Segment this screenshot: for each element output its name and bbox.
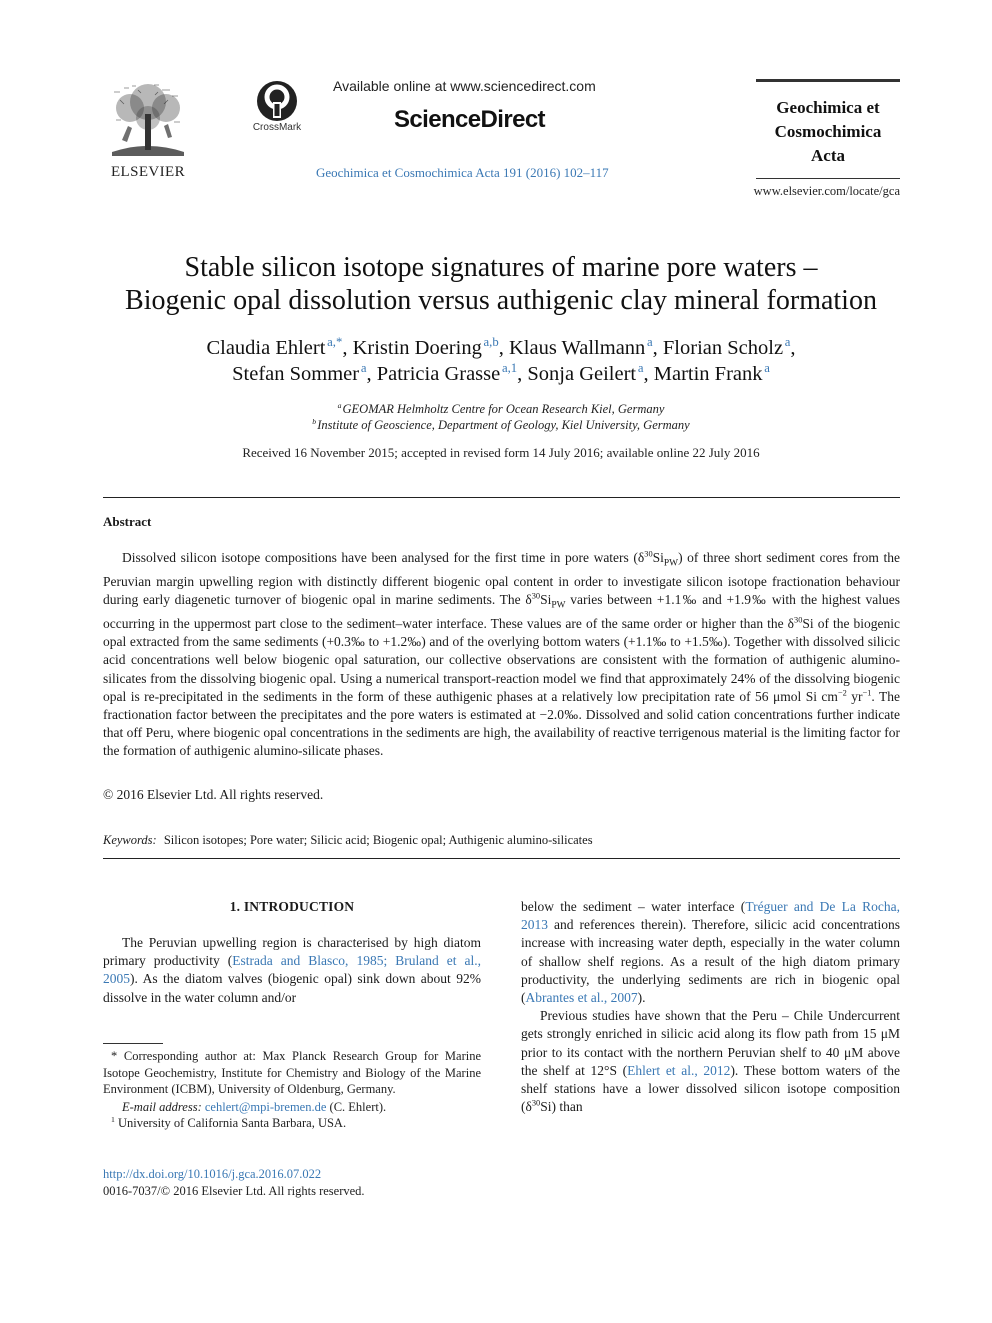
affiliation-mark: b (312, 416, 317, 426)
author-affiliation-mark[interactable]: a (647, 335, 653, 350)
author-affiliation-mark[interactable]: a,* (327, 335, 343, 350)
author-separator: , (652, 337, 663, 359)
issn-copyright: 0016-7037/© 2016 Elsevier Ltd. All rights reserved. (103, 1184, 365, 1198)
elsevier-logo (102, 80, 194, 184)
journal-title-line: Cosmochimica (774, 122, 882, 141)
crossmark-label: CrossMark (252, 122, 302, 133)
citation-link[interactable]: Tréguer and De La Rocha, 2013 (521, 899, 900, 933)
author-affiliation-mark[interactable]: a (637, 361, 644, 376)
author-name[interactable]: Kristin Doering (352, 337, 482, 359)
keywords-label: Keywords: (103, 833, 157, 847)
author-separator: , (643, 363, 654, 385)
section-heading: 1. INTRODUCTION (229, 899, 355, 914)
paragraph: Previous studies have shown that the Peru – Chile Undercurrent gets strongly enriched in silicic acid along its flow path from 15 μM prior to its contact with the northern Peruvian shelf to 40 μM above the shelf at 12°S (Ehlert et al., 2012). These bottom waters of the shelf stations have a lower dissolved silicon isotope composition $(\delta^{30}Si)$ than (521, 1008, 900, 1115)
author-affiliation-mark[interactable]: a,b (483, 335, 499, 350)
author-list (60, 335, 942, 387)
affiliation-text: GEOMAR Helmholtz Centre for Ocean Research Kiel, Germany (342, 402, 665, 416)
author-separator: , (517, 363, 528, 385)
journal-title-line: Geochimica et (776, 98, 880, 117)
crossmark-badge[interactable] (250, 80, 304, 140)
author-name[interactable]: Klaus Wallmann (508, 337, 646, 359)
author-name[interactable]: Stefan Sommer (232, 363, 360, 385)
author-name[interactable]: Patricia Grasse (376, 363, 501, 385)
elsevier-tree-icon (102, 80, 194, 160)
divider (103, 858, 900, 859)
affiliation-mark: a (337, 400, 342, 410)
author-name[interactable]: Martin Frank (653, 363, 763, 385)
abstract-text: Dissolved silicon isotope compositions have been analysed for the first time in pore waters $(\delta^{30}Si_{PW})$ of three short sediment cores from the Peruvian margin upwelling region with distinctly different biogenic opal content in order to investigate silicon isotope fractionation behaviour during early diagenetic turnover of biogenic opal in marine sediments. The $\delta^{30}Si_{PW}$ varies between +1.1‰ and +1.9‰ with the highest values occurring in the uppermost part close to the sediment–water interface. These values are of the same order or higher than the $\delta^{30}Si$ of the biogenic opal extracted from the same sediments (+0.3‰ to +1.2‰) and of the overlying bottom waters (+1.1‰ to +1.5‰). Together with dissolved silicic acid concentrations well below biogenic opal saturation, our collective observations are consistent with the formation of authigenic alumino-silicates from the dissolving biogenic opal. Using a numerical transport-reaction model we find that approximately 24% of the dissolving biogenic opal is re-precipitated in the sediments in the form of these authigenic phases at a relatively low precipitation rate of 56 μmol Si $cm^{-2}$ $yr^{-1}$. The fractionation factor between the precipitates and the pore waters is estimated at −2.0‰. Dissolved and solid cation concentrations further indicate that off Peru, where biogenic opal concentrations in the sediments are high, the availability of reactive terrigenous material is the limiting factor for the formation of authigenic alumino-silicate phases. (103, 549, 901, 759)
footnotes (103, 1048, 481, 1132)
divider (103, 497, 900, 498)
crossmark-icon (250, 80, 304, 122)
journal-url[interactable]: www.elsevier.com/locate/gca (753, 184, 900, 198)
email-link[interactable]: cehlert@mpi-bremen.de (204, 1099, 327, 1114)
affiliation-text: Institute of Geoscience, Department of Geology, Kiel University, Germany (317, 418, 690, 432)
affiliation-b (60, 418, 942, 433)
right-column (521, 898, 900, 1116)
paragraph: below the sediment – water interface (Tréguer and De La Rocha, 2013 and references therein). Therefore, silicic acid concentrations increase with increasing water depth, especially in the water column of shallow shelf regions. As a result of the high diatom primary productivity, the underlying sediments are rich in biogenic opal (Abrantes et al., 2007). (521, 899, 900, 1006)
citation-link[interactable]: Abrantes et al., 2007 (525, 990, 638, 1006)
author-separator: , (366, 363, 377, 385)
author-separator: , (498, 337, 509, 359)
sciencedirect-logo[interactable]: ScienceDirect (394, 106, 545, 133)
paragraph: The Peruvian upwelling region is characterised by high diatom primary productivity (Estrada and Blasco, 1985; Bruland et al., 2005). As the diatom valves (biogenic opal) sink down about 92% dissolve in the water column and/or (103, 935, 481, 1005)
footnote-1: $^1$ University of California Santa Barbara, USA. (111, 1115, 347, 1131)
citation-link[interactable]: Estrada and Blasco, 1985; Bruland et al., 2005 (103, 953, 481, 987)
abstract-heading: Abstract (103, 514, 152, 529)
footnote-corresponding: * Corresponding author at: Max Planck Research Group for Marine Isotope Geochemistry, Institute for Chemistry and Biology of the Marine Environment (ICBM), University of Oldenburg, Germany. (103, 1049, 482, 1097)
available-online-text: Available online at www.sciencedirect.com (333, 78, 596, 94)
publisher-name: ELSEVIER (110, 164, 186, 180)
received-dates: Received 16 November 2015; accepted in revised form 14 July 2016; available online 22 July 2016 (242, 445, 760, 460)
author-name[interactable]: Sonja Geilert (527, 363, 637, 385)
title-line: Stable silicon isotope signatures of marine pore waters – (184, 252, 818, 283)
keywords (103, 833, 593, 848)
left-column (103, 934, 481, 1007)
author-separator: , (342, 337, 353, 359)
author-affiliation-mark[interactable]: a,1 (501, 361, 518, 376)
affiliation-a (60, 402, 942, 417)
abstract-copyright: © 2016 Elsevier Ltd. All rights reserved. (103, 787, 324, 802)
footnote-divider (103, 1043, 163, 1044)
journal-citation-link[interactable]: Geochimica et Cosmochimica Acta 191 (2016) 102–117 (316, 165, 609, 180)
doi-link[interactable]: http://dx.doi.org/10.1016/j.gca.2016.07.022 (103, 1167, 322, 1181)
article-title (60, 251, 942, 317)
author-affiliation-mark[interactable]: a (360, 361, 367, 376)
author-affiliation-mark[interactable]: a (784, 335, 791, 350)
author-separator: , (790, 337, 796, 359)
footnote-email: E-mail address: cehlert@mpi-bremen.de (C. Ehlert). (122, 1099, 387, 1114)
author-name[interactable]: Florian Scholz (662, 337, 784, 359)
citation-link[interactable]: Ehlert et al., 2012 (627, 1062, 731, 1078)
journal-title-box (756, 79, 900, 179)
author-line (60, 361, 942, 387)
journal-title-line: Acta (811, 146, 845, 165)
keywords-text: Silicon isotopes; Pore water; Silicic acid; Biogenic opal; Authigenic alumino-silicates (163, 833, 593, 847)
author-affiliation-mark[interactable]: a (764, 361, 770, 376)
author-name[interactable]: Claudia Ehlert (206, 337, 326, 359)
author-line (60, 335, 942, 361)
title-line: Biogenic opal dissolution versus authigenic clay mineral formation (125, 285, 877, 316)
